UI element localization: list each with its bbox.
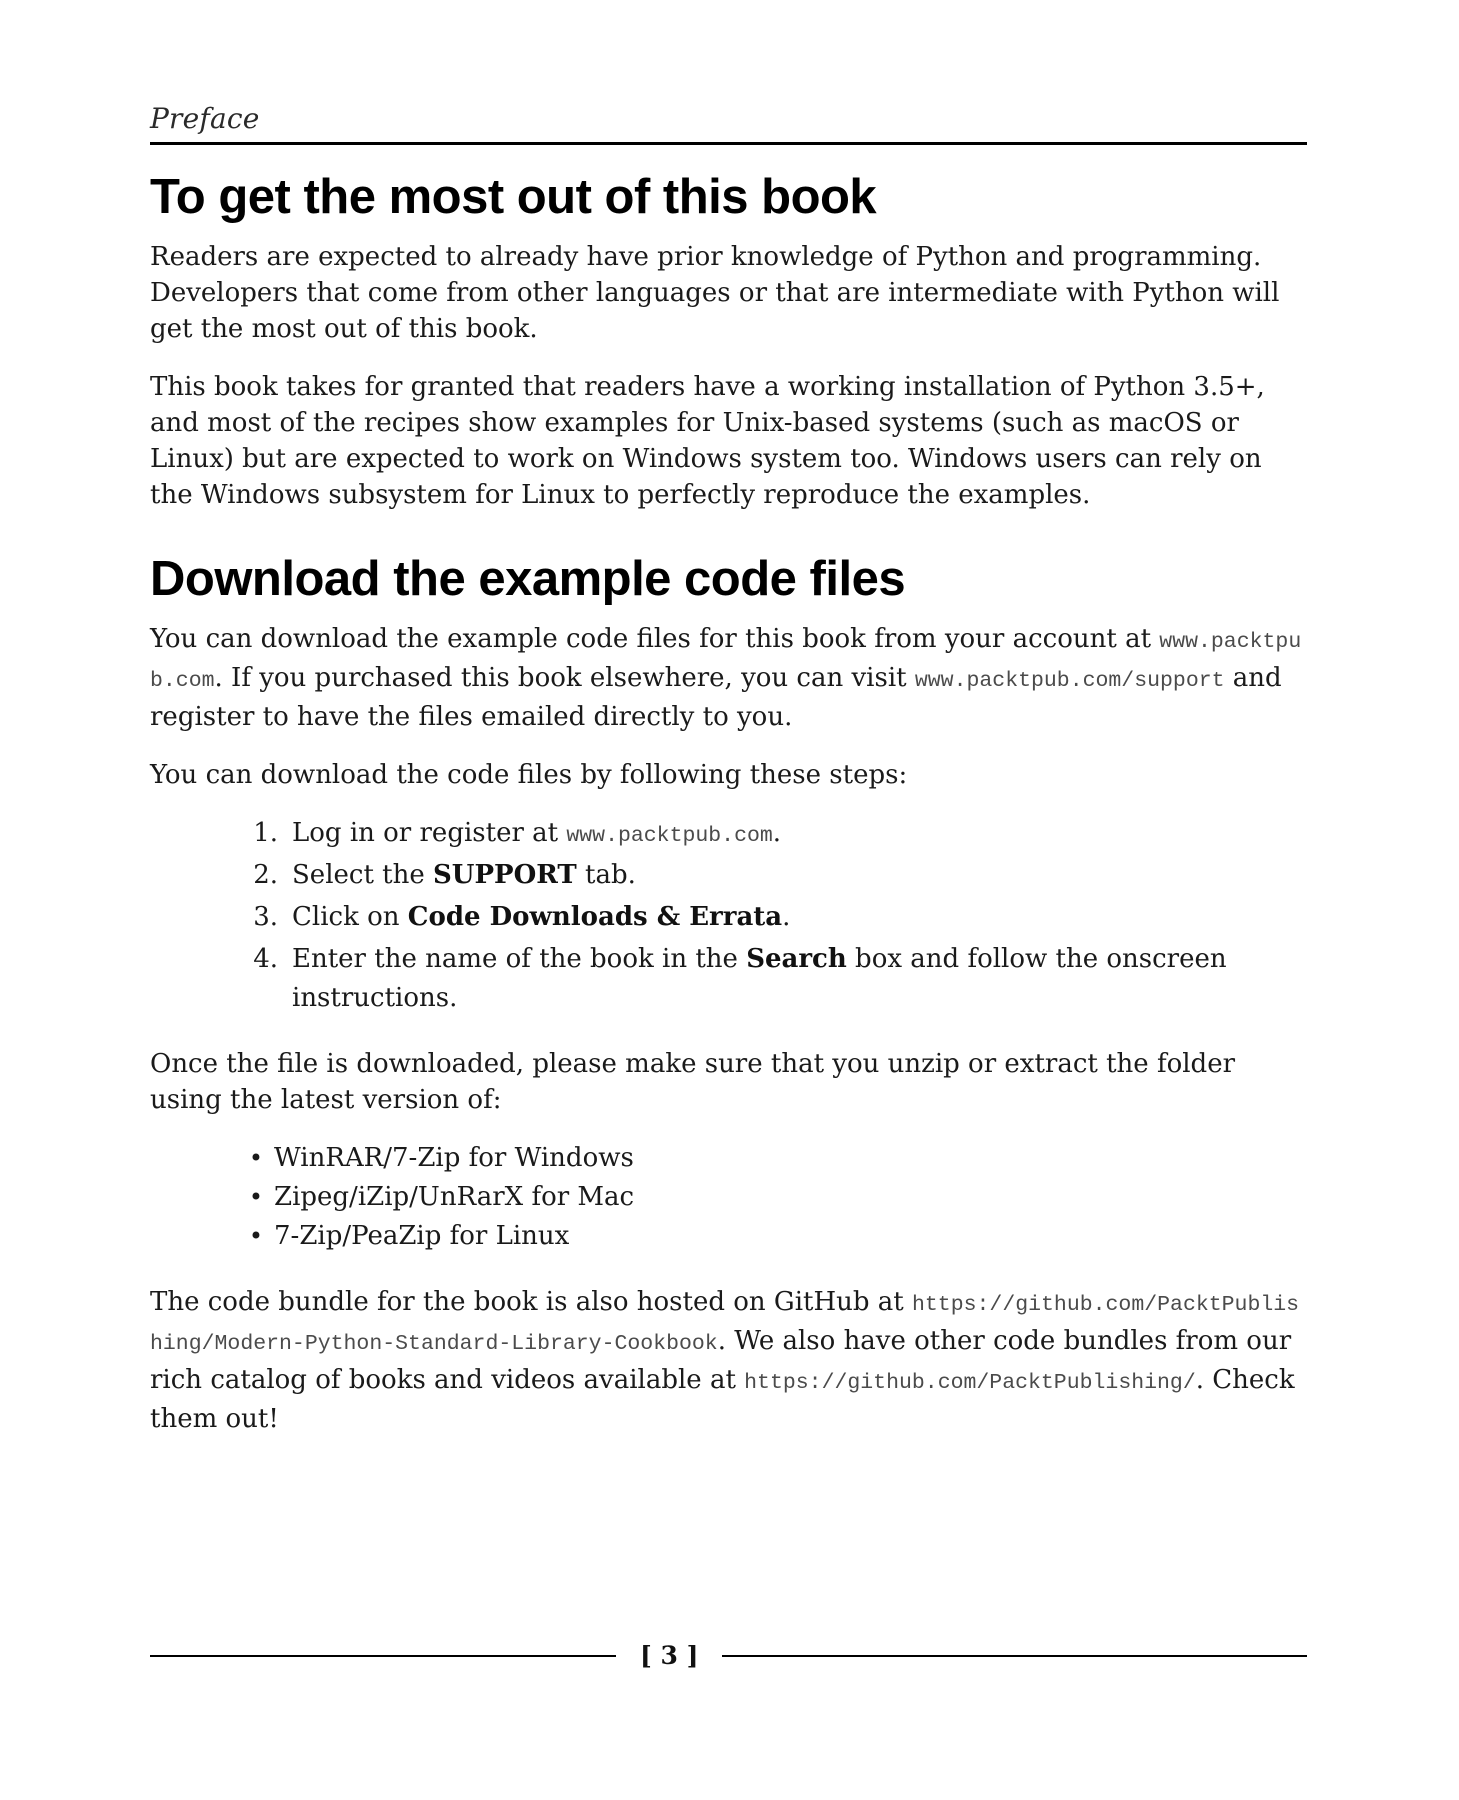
step-text <box>292 857 1307 896</box>
step-number: 2. <box>253 860 278 890</box>
text-run: Log in or register at <box>292 818 567 848</box>
bold-run-code-downloads: Code Downloads & Errata <box>407 902 783 932</box>
text-run: The code bundle for the book is also hosted on GitHub at <box>150 1287 912 1317</box>
url-packtpub-support: www.packtpub.com/support <box>914 669 1225 693</box>
list-item-step-4 <box>244 941 1307 1016</box>
url-packtpub: www.packtpub.com <box>566 824 773 848</box>
paragraph-granted: This book takes for granted that readers have a working installation of Python 3.5+, and most of the recipes show examples for Unix-based systems (such as macOS or Linux) but are expected to work on Windows system too. Windows users can rely on the Windows subsystem for Linux to perfectly reproduce the examples. <box>150 372 1265 510</box>
text-run: You can download the example code files for this book from your account at <box>150 624 1160 654</box>
bold-run-search: Search <box>746 944 847 974</box>
bullet-text: Zipeg/iZip/UnRarX for Mac <box>274 1182 635 1212</box>
text-run: box and follow the onscreen instructions. <box>292 944 1227 1013</box>
step-number: 3. <box>253 902 278 932</box>
bullet-text: WinRAR/7-Zip for Windows <box>274 1143 634 1173</box>
step-number: 4. <box>253 944 278 974</box>
bullet-icon: • <box>248 1222 264 1250</box>
footer-rule-left <box>150 1655 616 1657</box>
section-title-download: Download the example code files <box>150 552 906 606</box>
paragraph-download-account <box>150 621 1307 735</box>
text-run: Enter the name of the book in the <box>292 944 747 974</box>
bullet-icon: • <box>248 1183 264 1211</box>
header-rule <box>150 142 1307 145</box>
bullet-icon: • <box>248 1144 264 1172</box>
unzip-tools-list <box>150 1140 1307 1254</box>
step-text <box>292 899 1307 938</box>
bold-run-support: SUPPORT <box>433 860 577 890</box>
text-run: . <box>782 902 791 932</box>
text-run: Click on <box>292 902 408 932</box>
text-run: . If you purchased this book elsewhere, you can visit <box>214 663 915 693</box>
running-header <box>150 0 1307 145</box>
paragraph-steps-intro: You can download the code files by following these steps: <box>150 760 908 790</box>
footer-rule-right <box>722 1655 1307 1657</box>
step-number: 1. <box>253 818 278 848</box>
paragraph-github <box>150 1284 1307 1437</box>
paragraph-unzip: Once the file is downloaded, please make sure that you unzip or extract the folder using the latest version of: <box>150 1049 1236 1115</box>
download-steps-list <box>150 815 1307 1016</box>
page-footer <box>150 1641 1307 1670</box>
bullet-text: 7-Zip/PeaZip for Linux <box>274 1221 570 1251</box>
text-run: and register to have the files emailed directly to you. <box>150 663 1282 732</box>
running-header-label: Preface <box>150 102 260 135</box>
text-run: . Check them out! <box>150 1365 1295 1434</box>
url-packtpub: www.packtpub.com <box>150 630 1302 693</box>
list-item-step-2 <box>244 857 1307 896</box>
text-run: . <box>772 818 782 848</box>
url-github-packtpublishing: https://github.com/PacktPublishing/ <box>744 1371 1196 1395</box>
text-run: Select the <box>292 860 434 890</box>
list-item-step-1 <box>244 815 1307 854</box>
text-run: tab. <box>576 860 636 890</box>
url-github-cookbook: https://github.com/PacktPublishing/Modern-Python-Standard-Library-Cookbook <box>150 1293 1300 1356</box>
list-item-windows <box>244 1140 1307 1176</box>
text-run: . We also have other code bundles from our rich catalog of books and videos available at <box>150 1326 1292 1395</box>
list-item-mac <box>244 1179 1307 1215</box>
step-text <box>292 815 1307 854</box>
list-item-step-3 <box>244 899 1307 938</box>
step-text <box>292 941 1307 1016</box>
paragraph-readers: Readers are expected to already have prior knowledge of Python and programming. Developers that come from other languages or that are intermediate with Python will get the most out of this book. <box>150 242 1280 344</box>
section-title-most-out: To get the most out of this book <box>150 170 877 224</box>
page-number: [ 3 ] <box>640 1641 699 1670</box>
list-item-linux <box>244 1218 1307 1254</box>
